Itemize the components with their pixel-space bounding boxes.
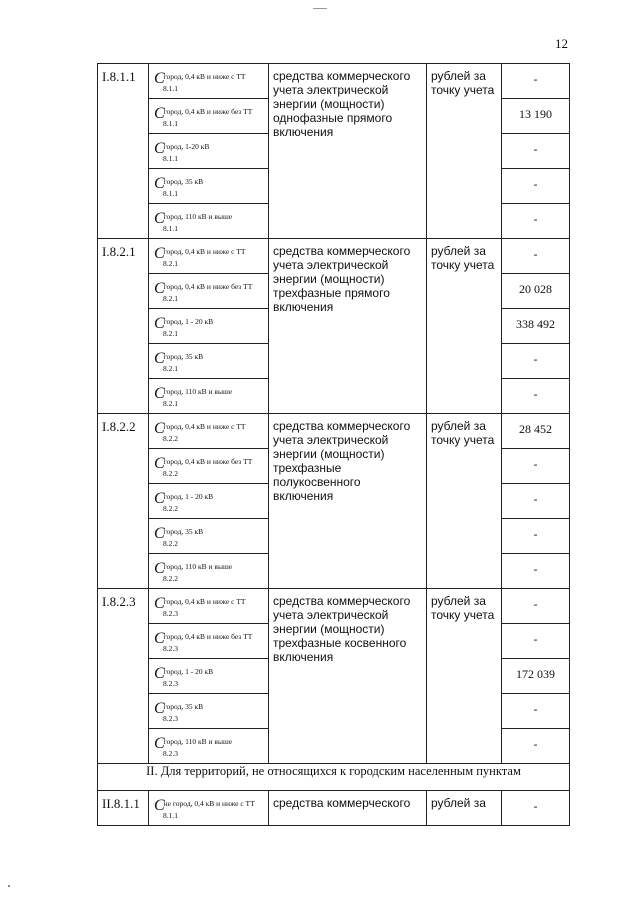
item-description: средства коммерческого учета электрической энергии (мощности) трехфазные полукосвенного включения bbox=[269, 414, 427, 589]
tariff-symbol bbox=[154, 243, 247, 268]
tariff-value: - bbox=[533, 799, 538, 813]
tariff-symbol-subscript: 8.2.2 bbox=[163, 539, 178, 548]
tariff-value: - bbox=[533, 597, 538, 611]
tariff-table bbox=[97, 63, 570, 826]
tariff-symbol-subscript: 8.1.1 bbox=[163, 119, 178, 128]
tariff-value-cell bbox=[502, 414, 570, 449]
tariff-symbol-subscript: 8.2.1 bbox=[163, 294, 178, 303]
tariff-symbol bbox=[154, 278, 253, 303]
tariff-symbol-letter: C bbox=[154, 665, 165, 682]
tariff-value-cell bbox=[502, 309, 570, 344]
tariff-value-cell bbox=[502, 64, 570, 99]
tariff-symbol-subscript: 8.2.3 bbox=[163, 679, 178, 688]
tariff-value-cell bbox=[502, 484, 570, 519]
tariff-symbol-superscript: город, 1-20 кВ bbox=[163, 142, 210, 151]
tariff-symbol-superscript: город, 1 - 20 кВ bbox=[163, 667, 214, 676]
tariff-symbol-superscript: город, 0,4 кВ и ниже без ТТ bbox=[163, 457, 253, 466]
tariff-symbol bbox=[154, 593, 247, 618]
tariff-symbol-subscript: 8.2.1 bbox=[163, 364, 178, 373]
tariff-value-cell bbox=[502, 449, 570, 484]
tariff-value: - bbox=[533, 562, 538, 576]
item-code: I.8.2.3 bbox=[98, 589, 149, 764]
tariff-symbol-letter: C bbox=[154, 525, 165, 542]
tariff-symbol bbox=[154, 138, 210, 163]
tariff-value: - bbox=[533, 737, 538, 751]
tariff-value-cell bbox=[502, 519, 570, 554]
tariff-symbol-cell bbox=[149, 204, 269, 239]
tariff-value: - bbox=[533, 142, 538, 156]
tariff-symbol-letter: C bbox=[154, 455, 165, 472]
tariff-value: - bbox=[533, 492, 538, 506]
tariff-symbol-letter: C bbox=[154, 420, 165, 437]
tariff-symbol-superscript: город, 1 - 20 кВ bbox=[163, 492, 214, 501]
tariff-symbol bbox=[154, 558, 233, 583]
tariff-symbol-superscript: город, 1 - 20 кВ bbox=[163, 317, 214, 326]
tariff-value: - bbox=[533, 247, 538, 261]
tariff-symbol bbox=[154, 733, 233, 758]
tariff-symbol-superscript: город, 0,4 кВ и ниже с ТТ bbox=[163, 597, 246, 606]
tariff-value: - bbox=[533, 632, 538, 646]
tariff-symbol-letter: C bbox=[154, 490, 165, 507]
tariff-value-cell bbox=[502, 99, 570, 134]
tariff-symbol-cell bbox=[149, 694, 269, 729]
tariff-value-cell bbox=[502, 344, 570, 379]
tariff-symbol-letter: C bbox=[154, 385, 165, 402]
tariff-value: - bbox=[533, 702, 538, 716]
tariff-symbol-superscript: город, 35 кВ bbox=[163, 177, 204, 186]
tariff-symbol-cell bbox=[149, 729, 269, 764]
tariff-symbol-cell bbox=[149, 624, 269, 659]
tariff-symbol-superscript: город, 0,4 кВ и ниже с ТТ bbox=[163, 72, 246, 81]
tariff-symbol-subscript: 8.1.1 bbox=[163, 811, 178, 820]
tariff-symbol-superscript: город, 0,4 кВ и ниже без ТТ bbox=[163, 282, 253, 291]
tariff-value: - bbox=[533, 527, 538, 541]
tariff-symbol-superscript: город, 35 кВ bbox=[163, 702, 204, 711]
section-header-row bbox=[98, 764, 570, 791]
item-code: II.8.1.1 bbox=[98, 791, 149, 826]
item-description: средства коммерческого учета электрической энергии (мощности) однофазные прямого включения bbox=[269, 64, 427, 239]
tariff-symbol-cell bbox=[149, 99, 269, 134]
tariff-symbol-letter: C bbox=[154, 245, 165, 262]
scan-dot bbox=[8, 885, 10, 887]
tariff-value-cell bbox=[502, 624, 570, 659]
tariff-symbol-cell bbox=[149, 659, 269, 694]
tariff-symbol bbox=[154, 313, 214, 338]
section-header: II. Для территорий, не относящихся к городским населенным пунктам bbox=[98, 764, 570, 791]
item-unit: рублей за точку учета bbox=[427, 589, 502, 764]
tariff-symbol bbox=[154, 698, 204, 723]
tariff-symbol bbox=[154, 418, 247, 443]
tariff-table-body bbox=[98, 64, 570, 826]
tariff-symbol-letter: C bbox=[154, 560, 165, 577]
tariff-symbol-superscript: город, 0,4 кВ и ниже без ТТ bbox=[163, 107, 253, 116]
tariff-symbol-subscript: 8.2.2 bbox=[163, 469, 178, 478]
tariff-symbol bbox=[154, 103, 253, 128]
tariff-value: - bbox=[533, 177, 538, 191]
tariff-symbol-cell bbox=[149, 239, 269, 274]
tariff-value-cell bbox=[502, 791, 570, 826]
tariff-symbol bbox=[154, 795, 256, 820]
item-code: I.8.2.2 bbox=[98, 414, 149, 589]
tariff-symbol-subscript: 8.2.1 bbox=[163, 259, 178, 268]
tariff-value-cell bbox=[502, 729, 570, 764]
tariff-symbol-letter: C bbox=[154, 630, 165, 647]
tariff-value-cell bbox=[502, 239, 570, 274]
tariff-symbol-cell bbox=[149, 519, 269, 554]
tariff-symbol bbox=[154, 208, 233, 233]
tariff-symbol bbox=[154, 663, 214, 688]
tariff-symbol-subscript: 8.2.3 bbox=[163, 714, 178, 723]
table-row bbox=[98, 791, 570, 826]
tariff-value-cell bbox=[502, 554, 570, 589]
tariff-symbol bbox=[154, 488, 214, 513]
tariff-value: - bbox=[533, 457, 538, 471]
tariff-symbol bbox=[154, 383, 233, 408]
tariff-symbol bbox=[154, 628, 253, 653]
tariff-symbol-cell bbox=[149, 791, 269, 826]
item-description: средства коммерческого учета электрической энергии (мощности) трехфазные косвенного включения bbox=[269, 589, 427, 764]
tariff-symbol-superscript: город, 110 кВ и выше bbox=[163, 387, 233, 396]
tariff-symbol bbox=[154, 348, 204, 373]
tariff-symbol bbox=[154, 453, 253, 478]
tariff-symbol-letter: C bbox=[154, 315, 165, 332]
tariff-value-cell bbox=[502, 134, 570, 169]
tariff-symbol-cell bbox=[149, 449, 269, 484]
tariff-symbol-letter: C bbox=[154, 70, 165, 87]
tariff-symbol-subscript: 8.2.3 bbox=[163, 609, 178, 618]
table-row bbox=[98, 414, 570, 449]
tariff-symbol bbox=[154, 68, 247, 93]
tariff-symbol-letter: C bbox=[154, 175, 165, 192]
tariff-value-cell bbox=[502, 589, 570, 624]
tariff-value-cell bbox=[502, 694, 570, 729]
page-number: 12 bbox=[555, 36, 568, 51]
tariff-value-cell bbox=[502, 274, 570, 309]
tariff-symbol-superscript: город, 110 кВ и выше bbox=[163, 212, 233, 221]
tariff-value: 20 028 bbox=[519, 282, 552, 296]
tariff-value: - bbox=[533, 212, 538, 226]
tariff-value: 338 492 bbox=[516, 317, 555, 331]
tariff-symbol-superscript: город, 35 кВ bbox=[163, 527, 204, 536]
tariff-symbol-superscript: не город, 0,4 кВ и ниже с ТТ bbox=[163, 799, 255, 808]
tariff-symbol-subscript: 8.1.1 bbox=[163, 154, 178, 163]
tariff-value: - bbox=[533, 72, 538, 86]
tariff-value: - bbox=[533, 352, 538, 366]
tariff-symbol-letter: C bbox=[154, 595, 165, 612]
tariff-symbol-cell bbox=[149, 309, 269, 344]
top-scan-mark bbox=[313, 8, 327, 9]
tariff-symbol-subscript: 8.1.1 bbox=[163, 84, 178, 93]
item-unit: рублей за точку учета bbox=[427, 414, 502, 589]
tariff-symbol-cell bbox=[149, 64, 269, 99]
tariff-symbol-subscript: 8.2.3 bbox=[163, 749, 178, 758]
table-row bbox=[98, 589, 570, 624]
tariff-value: 172 039 bbox=[516, 667, 555, 681]
tariff-symbol-letter: C bbox=[154, 735, 165, 752]
tariff-value: 13 190 bbox=[519, 107, 552, 121]
tariff-symbol-letter: C bbox=[154, 700, 165, 717]
tariff-symbol-cell bbox=[149, 344, 269, 379]
tariff-symbol-cell bbox=[149, 484, 269, 519]
tariff-symbol-superscript: город, 0,4 кВ и ниже без ТТ bbox=[163, 632, 253, 641]
tariff-symbol-subscript: 8.1.1 bbox=[163, 189, 178, 198]
tariff-symbol-subscript: 8.1.1 bbox=[163, 224, 178, 233]
tariff-symbol-subscript: 8.2.2 bbox=[163, 574, 178, 583]
tariff-symbol-superscript: город, 35 кВ bbox=[163, 352, 204, 361]
tariff-symbol-cell bbox=[149, 134, 269, 169]
tariff-symbol-letter: C bbox=[154, 105, 165, 122]
table-row bbox=[98, 64, 570, 99]
tariff-symbol-cell bbox=[149, 274, 269, 309]
tariff-symbol-cell bbox=[149, 169, 269, 204]
tariff-symbol-subscript: 8.2.1 bbox=[163, 399, 178, 408]
tariff-value-cell bbox=[502, 204, 570, 239]
table-row bbox=[98, 239, 570, 274]
tariff-symbol-letter: C bbox=[154, 280, 165, 297]
item-code: I.8.1.1 bbox=[98, 64, 149, 239]
tariff-value: 28 452 bbox=[519, 422, 552, 436]
tariff-symbol bbox=[154, 173, 204, 198]
item-description: средства коммерческого учета электрической энергии (мощности) трехфазные прямого включения bbox=[269, 239, 427, 414]
item-code: I.8.2.1 bbox=[98, 239, 149, 414]
tariff-symbol-superscript: город, 0,4 кВ и ниже с ТТ bbox=[163, 422, 246, 431]
tariff-symbol-cell bbox=[149, 589, 269, 624]
tariff-value-cell bbox=[502, 659, 570, 694]
tariff-symbol-cell bbox=[149, 379, 269, 414]
tariff-symbol-letter: C bbox=[154, 210, 165, 227]
tariff-symbol-cell bbox=[149, 414, 269, 449]
tariff-value-cell bbox=[502, 379, 570, 414]
tariff-symbol-subscript: 8.2.1 bbox=[163, 329, 178, 338]
item-description: средства коммерческого bbox=[269, 791, 427, 826]
tariff-symbol-cell bbox=[149, 554, 269, 589]
tariff-symbol-letter: C bbox=[154, 797, 165, 814]
item-unit: рублей за bbox=[427, 791, 502, 826]
tariff-symbol-superscript: город, 110 кВ и выше bbox=[163, 737, 233, 746]
tariff-symbol-superscript: город, 110 кВ и выше bbox=[163, 562, 233, 571]
tariff-value: - bbox=[533, 387, 538, 401]
tariff-symbol-superscript: город, 0,4 кВ и ниже с ТТ bbox=[163, 247, 246, 256]
tariff-symbol-letter: C bbox=[154, 350, 165, 367]
tariff-symbol-subscript: 8.2.2 bbox=[163, 434, 178, 443]
tariff-symbol-subscript: 8.2.3 bbox=[163, 644, 178, 653]
tariff-symbol-subscript: 8.2.2 bbox=[163, 504, 178, 513]
tariff-symbol bbox=[154, 523, 204, 548]
item-unit: рублей за точку учета bbox=[427, 64, 502, 239]
item-unit: рублей за точку учета bbox=[427, 239, 502, 414]
tariff-symbol-letter: C bbox=[154, 140, 165, 157]
tariff-value-cell bbox=[502, 169, 570, 204]
